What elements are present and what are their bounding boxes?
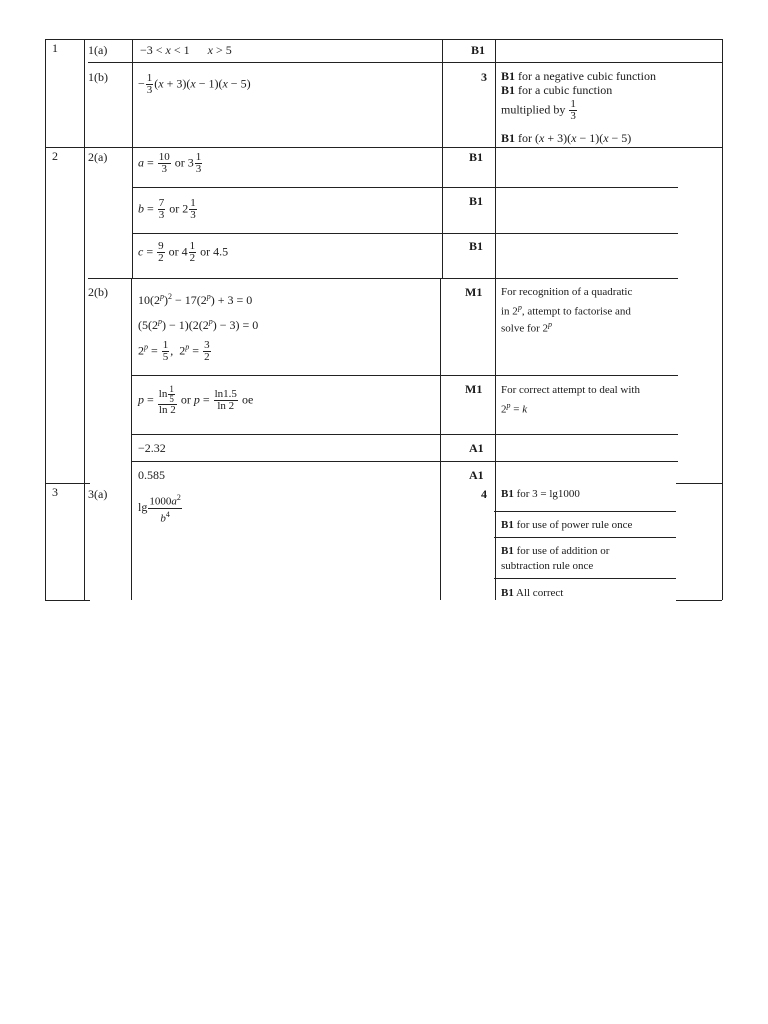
q2b-guide-3: solve for 2$^p$ bbox=[501, 320, 553, 335]
q3a-guide-5-text: All correct bbox=[516, 587, 564, 599]
rule-bottom-right bbox=[676, 600, 722, 601]
q2b-mark-2: M1 bbox=[465, 382, 483, 396]
q2b-guide-2b: , attempt to factorise and bbox=[521, 305, 631, 318]
rule-q3a1 bbox=[494, 511, 676, 512]
q1a-answer: −3 < x < 1 x > 5 bbox=[140, 43, 232, 57]
q2a-label: 2(a) bbox=[88, 150, 108, 164]
b1-code: B1 bbox=[501, 545, 514, 557]
q2b-guide-4: For correct attempt to deal with bbox=[501, 384, 640, 396]
q1b-guide-2 bbox=[501, 83, 612, 97]
q1b-label: 1(b) bbox=[88, 70, 108, 84]
rule-q2b2 bbox=[132, 434, 678, 435]
q3a-guide-5 bbox=[501, 586, 563, 600]
rule-left bbox=[45, 39, 46, 600]
q2-number: 2 bbox=[52, 149, 58, 163]
rule-top bbox=[45, 39, 722, 40]
rule-mark-left-2 bbox=[440, 278, 441, 600]
q1b-guide-4-text: for bbox=[518, 131, 533, 145]
q2a-mark-1: B1 bbox=[469, 150, 484, 164]
b1-code: B1 bbox=[501, 488, 514, 500]
q1-number: 1 bbox=[52, 41, 58, 55]
q3a-guide-1 bbox=[501, 487, 580, 501]
q2b-working-3: $2^p$ = $\frac{1}{5}$ , $2^p$ = $\frac{3}{2}$ bbox=[138, 339, 210, 363]
q2a-mark-2: B1 bbox=[469, 194, 484, 208]
q2b-answer-2: 0.585 bbox=[138, 468, 165, 482]
b1-code: B1 bbox=[501, 519, 514, 531]
rule-q1a-bottom bbox=[88, 62, 722, 63]
q1b-guide-1 bbox=[501, 69, 656, 83]
rule-right bbox=[722, 39, 723, 600]
q2b-working-1: $10(2^p)^2 - 17(2^p) + 3 = 0$ bbox=[138, 292, 253, 307]
rule-answer-left bbox=[132, 39, 133, 278]
rule-q3-top-right bbox=[676, 483, 722, 484]
rule-qnum bbox=[84, 39, 85, 600]
q3a-guide-2 bbox=[501, 518, 632, 532]
q1a-label: 1(a) bbox=[88, 43, 108, 57]
q2b-working-2: $(5(2^p) - 1)(2(2^p) - 3) = 0$ bbox=[138, 317, 259, 332]
q2a-answer-b: b = $\frac{7}{3}$ or 2 $\frac{1}{3}$ bbox=[138, 197, 196, 221]
rule-q1-bottom bbox=[45, 147, 722, 148]
q2b-guide-1: For recognition of a quadratic bbox=[501, 286, 633, 298]
b1-code: B1 bbox=[501, 69, 516, 83]
q1a-mark: B1 bbox=[471, 43, 486, 57]
rule-guide-left bbox=[495, 39, 496, 600]
q2b-label: 2(b) bbox=[88, 285, 108, 299]
q2a-answer-c: c = $\frac{9}{2}$ or 4 $\frac{1}{2}$ or 4.5 bbox=[138, 240, 229, 264]
q2b-answer-1: −2.32 bbox=[138, 441, 166, 455]
rule-q2a3 bbox=[88, 278, 678, 279]
q3a-guide-3-text: for use of addition or bbox=[516, 545, 610, 557]
rule-q2b3 bbox=[132, 461, 678, 462]
q1b-answer: − $\frac{1}{3}$ (x + 3)(x − 1)(x − 5) bbox=[138, 72, 251, 96]
rule-mark-left bbox=[442, 39, 443, 278]
q3a-guide-2-text: for use of power rule once bbox=[516, 519, 633, 531]
rule-q3a3 bbox=[494, 578, 676, 579]
q2a-answer-a: a = $\frac{10}{3}$ or 3 $\frac{1}{3}$ bbox=[138, 151, 202, 175]
b1-code: B1 bbox=[501, 587, 514, 599]
rule-q2a2 bbox=[132, 233, 678, 234]
q3a-label: 3(a) bbox=[88, 487, 108, 501]
q3a-guide-4: subtraction rule once bbox=[501, 560, 594, 572]
b1-code: B1 bbox=[501, 131, 516, 145]
q3-number: 3 bbox=[52, 485, 58, 499]
q2a-mark-3: B1 bbox=[469, 239, 484, 253]
q2b-mark-4: A1 bbox=[469, 468, 484, 482]
rule-bottom-left bbox=[45, 600, 90, 601]
q2b-guide-2: in 2$^p$, attempt to factorise and bbox=[501, 303, 631, 318]
rule-answer-left-2 bbox=[131, 278, 132, 600]
q2b-working-4: p = ln $\frac{1}{5}$ ln 2 or p = $\frac{\ln 1.5}{\ln 2}$ oe bbox=[138, 384, 254, 416]
q2b-guide-2a: in 2 bbox=[501, 305, 518, 318]
q1b-guide-2-text: for a cubic function bbox=[518, 83, 613, 97]
rule-q3a2 bbox=[494, 537, 676, 538]
q3a-mark: 4 bbox=[481, 487, 487, 501]
b1-code: B1 bbox=[501, 83, 516, 97]
q1b-guide-3: multiplied by $\frac{1}{3}$ bbox=[501, 98, 576, 122]
q1b-guide-1-text: for a negative cubic function bbox=[518, 69, 656, 83]
rule-q2a1 bbox=[132, 187, 678, 188]
q2b-guide-5: $2^p = k$ bbox=[501, 401, 528, 416]
q3a-guide-1-text: for 3 = lg1000 bbox=[516, 488, 580, 500]
q3a-guide-3 bbox=[501, 544, 609, 558]
q1b-mark: 3 bbox=[481, 70, 487, 84]
q2b-mark-1: M1 bbox=[465, 285, 483, 299]
rule-q2b1 bbox=[132, 375, 678, 376]
q3a-answer: lg $\frac{1000a^2}{b^4}$ bbox=[138, 493, 181, 525]
q2b-guide-3-text: solve for bbox=[501, 322, 540, 335]
q2b-mark-3: A1 bbox=[469, 441, 484, 455]
q1b-guide-3-text: multiplied by bbox=[501, 102, 566, 117]
q1b-guide-4: B1 for (x + 3)(x − 1)(x − 5) bbox=[501, 131, 632, 145]
